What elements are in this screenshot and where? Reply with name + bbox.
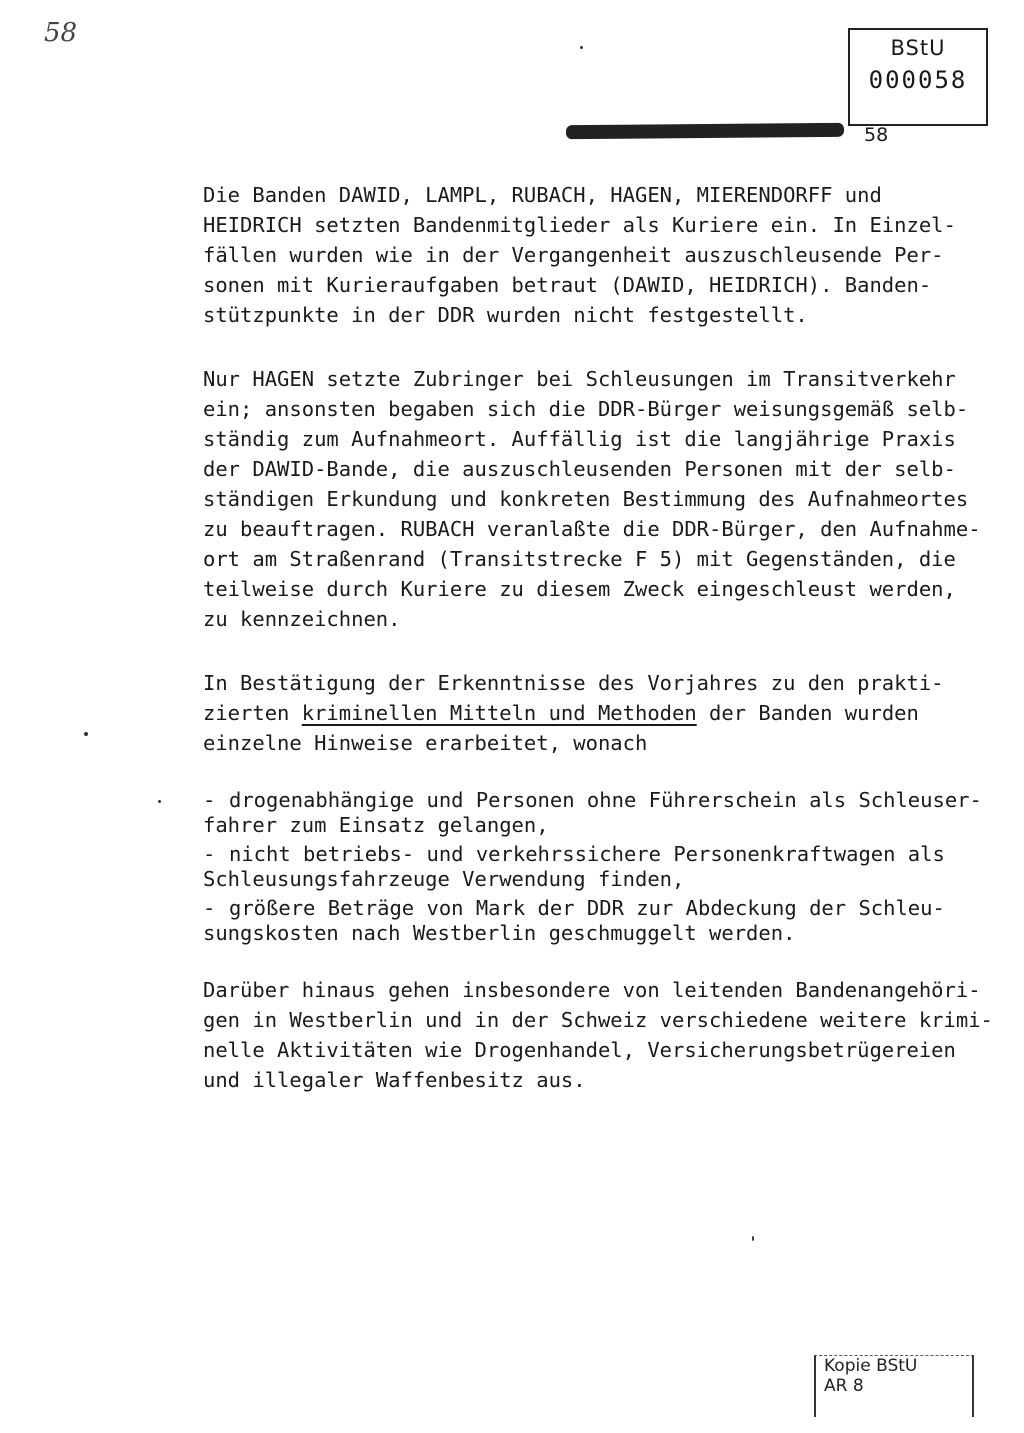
scan-speck: [158, 800, 161, 803]
paragraph-methods-line2-start: zierten: [203, 701, 302, 725]
bullet-dash: -: [203, 842, 216, 866]
bullet-dash: -: [203, 788, 216, 812]
list-item: [203, 896, 993, 946]
scan-speck: [752, 1236, 754, 1241]
bullet-list: [203, 788, 993, 946]
scan-speck: [84, 732, 88, 736]
list-item: [203, 842, 993, 892]
paragraph-methods-line1: In Bestätigung der Erkenntnisse des Vorjahres zu den prakti-: [203, 671, 944, 695]
paragraph-activities: Darüber hinaus gehen insbesondere von leitenden Bandenangehöri- gen in Westberlin und in der Schweiz verschiedene weitere krimi- nelle Aktivitäten wie Drogenhandel, Versicherungsbetrügereien und illegaler Waffenbesitz aus.: [203, 978, 993, 1092]
redaction-bar: [566, 123, 844, 139]
archive-stamp-label: BStU: [890, 36, 946, 60]
paragraph-methods: [203, 668, 993, 758]
list-item: [203, 788, 993, 838]
paragraph-methods-line3: einzelne Hinweise erarbeitet, wonach: [203, 731, 648, 755]
bullet-dash: -: [203, 896, 216, 920]
copy-stamp-label: Kopie BStU: [824, 1356, 918, 1376]
handwritten-page-number: 58: [44, 18, 78, 48]
scan-speck: [580, 46, 583, 49]
copy-stamp-number: AR 8: [824, 1376, 864, 1396]
paragraph-methods-line2-end: der Banden wurden: [696, 701, 919, 725]
list-item-text: größere Beträge von Mark der DDR zur Abdeckung der Schleu- sungskosten nach Westberlin geschmuggelt werden.: [203, 896, 945, 945]
list-item-text: drogenabhängige und Personen ohne Führerschein als Schleuser- fahrer zum Einsatz gelangen,: [203, 788, 982, 837]
archive-stamp: [848, 28, 988, 126]
copy-stamp: [814, 1355, 974, 1417]
paragraph-couriers: Die Banden DAWID, LAMPL, RUBACH, HAGEN, MIERENDORFF und HEIDRICH setzten Bandenmitglieder als Kuriere ein. In Einzel- fällen wurden wie in der Vergangenheit auszuschleusende Per- sonen mit Kurieraufgaben betraut (DAWID, HEIDRICH). Banden- stützpunkte in der DDR wurden nicht festgestellt.: [203, 183, 956, 327]
underlined-phrase: kriminellen Mitteln und Methoden: [301, 701, 697, 725]
page-number: 58: [864, 124, 889, 146]
list-item-text: nicht betriebs- und verkehrssichere Personenkraftwagen als Schleusungsfahrzeuge Verwendung finden,: [203, 842, 945, 891]
archive-stamp-number: 000058: [868, 66, 968, 94]
paragraph-transit: Nur HAGEN setzte Zubringer bei Schleusungen im Transitverkehr ein; ansonsten begaben sich die DDR-Bürger weisungsgemäß selb- ständig zum Aufnahmeort. Auffällig ist die langjährige Praxis der DAWID-Bande, die auszuschleusenden Personen mit der selb- ständigen Erkundung und konkreten Bestimmung des Aufnahmeortes zu beauftragen. RUBACH veranlaßte die DDR-Bürger, den Aufnahme- ort am Straßenrand (Transitstrecke F 5) mit Gegenständen, die teilweise durch Kuriere zu diesem Zweck eingeschleust werden, zu kennzeichnen.: [203, 367, 981, 631]
